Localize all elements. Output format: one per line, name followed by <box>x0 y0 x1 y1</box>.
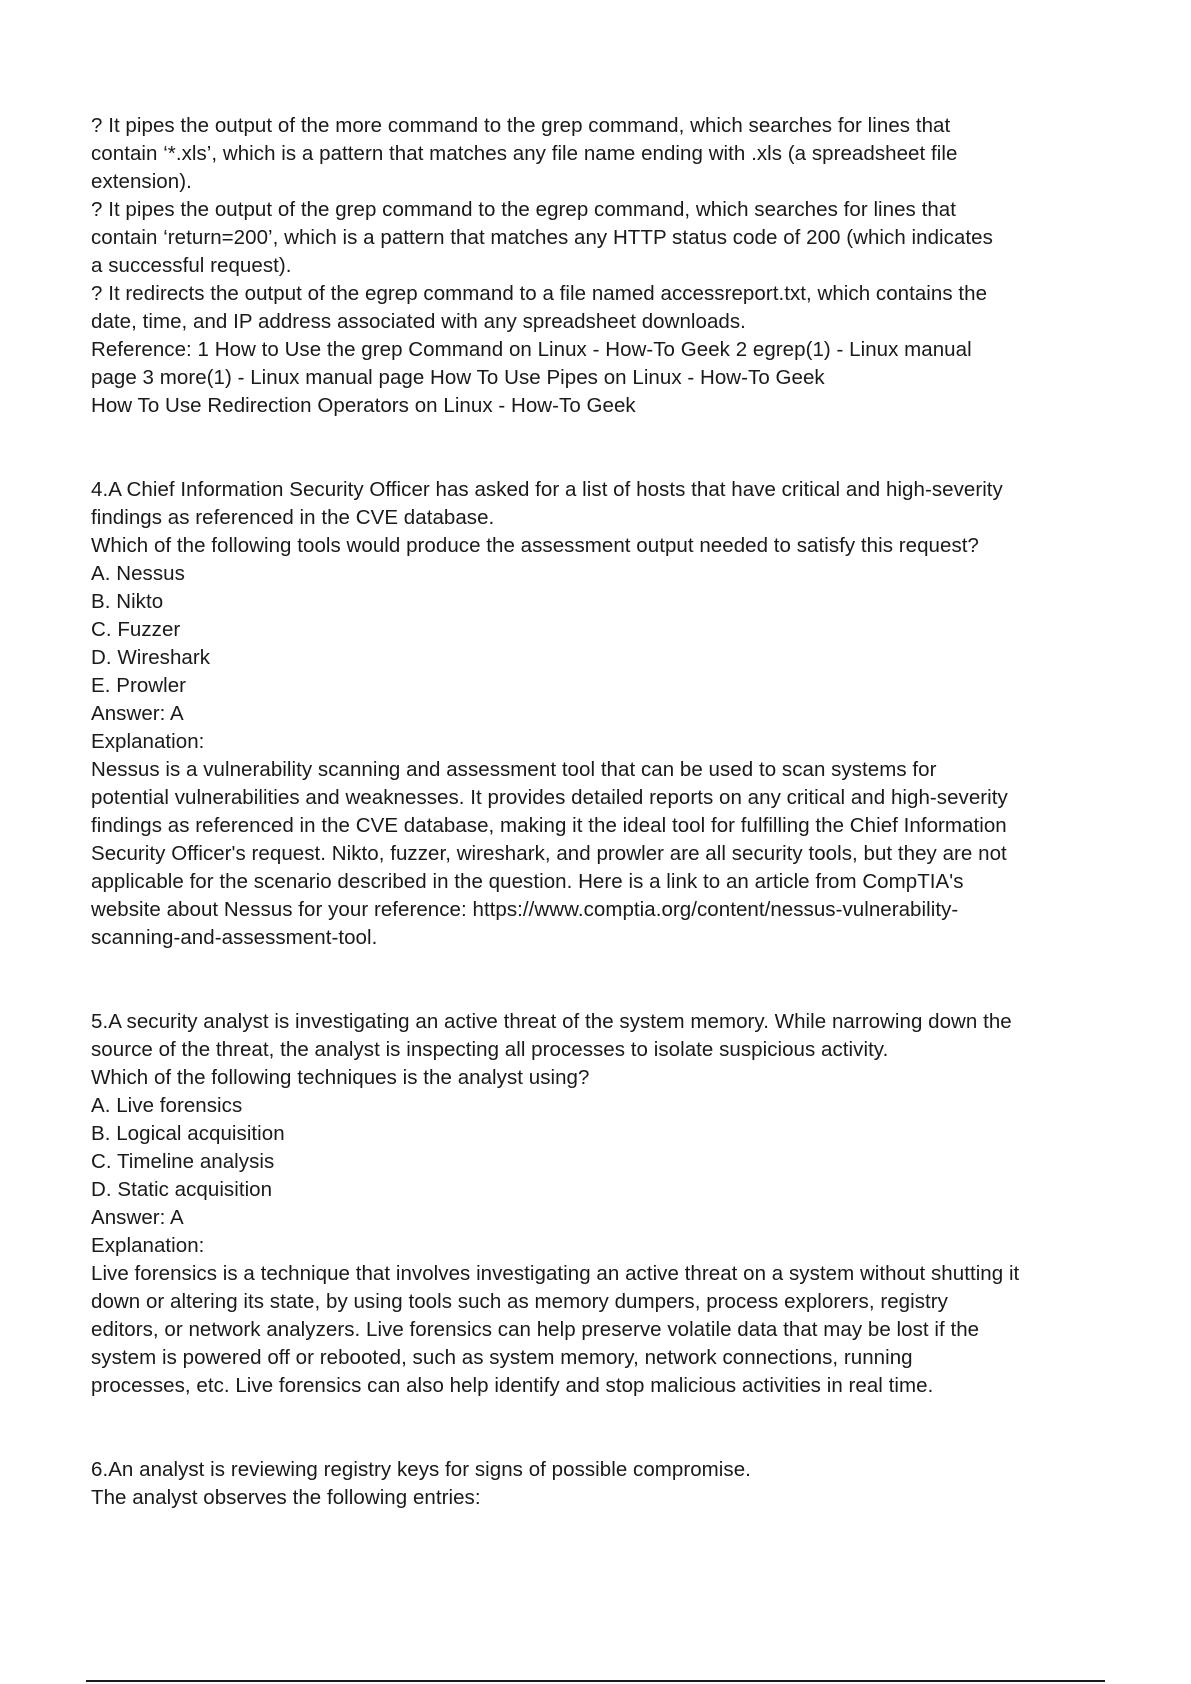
section-spacer <box>91 420 1111 476</box>
explanation-text: down or altering its state, by using tools such as memory dumpers, process explorers, registry <box>91 1290 948 1313</box>
question-5 <box>91 1008 1111 1400</box>
intro-line: extension). <box>91 170 192 193</box>
question-4 <box>91 476 1111 952</box>
explanation-text: findings as referenced in the CVE database, making it the ideal tool for fulfilling the Chief Information <box>91 814 1007 837</box>
answer-option: D. Static acquisition <box>91 1178 273 1201</box>
question-text: Which of the following tools would produce the assessment output needed to satisfy this request? <box>91 534 979 557</box>
reference-line: Reference: 1 How to Use the grep Command on Linux - How-To Geek 2 egrep(1) - Linux manual <box>91 338 972 361</box>
document-page <box>91 112 1111 1512</box>
explanation-text: system is powered off or rebooted, such as system memory, network connections, running <box>91 1346 913 1369</box>
question-text: source of the threat, the analyst is inspecting all processes to isolate suspicious activity. <box>91 1038 889 1061</box>
reference-line: page 3 more(1) - Linux manual page How To Use Pipes on Linux - How-To Geek <box>91 366 825 389</box>
question-text: Which of the following techniques is the analyst using? <box>91 1066 590 1089</box>
explanation-text: Security Officer's request. Nikto, fuzzer, wireshark, and prowler are all security tools, but they are not <box>91 842 1007 865</box>
intro-line: contain ‘*.xls’, which is a pattern that matches any file name ending with .xls (a spreadsheet file <box>91 142 958 165</box>
answer-option: D. Wireshark <box>91 646 211 669</box>
section-spacer <box>91 952 1111 1008</box>
intro-line: date, time, and IP address associated with any spreadsheet downloads. <box>91 310 746 333</box>
intro-line: ? It redirects the output of the egrep command to a file named accessreport.txt, which contains the <box>91 282 988 305</box>
answer-key: Answer: A <box>91 702 184 725</box>
question-text: findings as referenced in the CVE database. <box>91 506 495 529</box>
explanation-text: potential vulnerabilities and weaknesses. It provides detailed reports on any critical and high-severity <box>91 786 1008 809</box>
reference-line: How To Use Redirection Operators on Linux - How-To Geek <box>91 394 636 417</box>
answer-key: Answer: A <box>91 1206 184 1229</box>
question-text: 5.A security analyst is investigating an active threat of the system memory. While narrowing down the <box>91 1010 1012 1033</box>
answer-option: B. Logical acquisition <box>91 1122 285 1145</box>
intro-line: ? It pipes the output of the grep command to the egrep command, which searches for lines that <box>91 198 956 221</box>
explanation-label: Explanation: <box>91 730 205 753</box>
section-spacer <box>91 1400 1111 1456</box>
explanation-text: Live forensics is a technique that involves investigating an active threat on a system without shutting it <box>91 1262 1020 1285</box>
explanation-text: Nessus is a vulnerability scanning and assessment tool that can be used to scan systems for <box>91 758 937 781</box>
intro-section <box>91 112 1111 420</box>
explanation-label: Explanation: <box>91 1234 205 1257</box>
question-text: The analyst observes the following entries: <box>91 1486 481 1509</box>
answer-option: E. Prowler <box>91 674 187 697</box>
question-text: 6.An analyst is reviewing registry keys for signs of possible compromise. <box>91 1458 751 1481</box>
explanation-text: processes, etc. Live forensics can also help identify and stop malicious activities in real time. <box>91 1374 934 1397</box>
intro-line: contain ‘return=200’, which is a pattern that matches any HTTP status code of 200 (which indicates <box>91 226 993 249</box>
question-text: 4.A Chief Information Security Officer has asked for a list of hosts that have critical and high-severity <box>91 478 1003 501</box>
answer-option: A. Nessus <box>91 562 185 585</box>
footer-divider <box>86 1680 1105 1682</box>
answer-option: A. Live forensics <box>91 1094 243 1117</box>
explanation-text: website about Nessus for your reference: https://www.comptia.org/content/nessus-vulnerability- <box>91 898 959 921</box>
question-6 <box>91 1456 1111 1512</box>
explanation-text: applicable for the scenario described in the question. Here is a link to an article from CompTIA's <box>91 870 964 893</box>
intro-line: ? It pipes the output of the more command to the grep command, which searches for lines that <box>91 114 951 137</box>
intro-line: a successful request). <box>91 254 292 277</box>
answer-option: C. Fuzzer <box>91 618 181 641</box>
answer-option: B. Nikto <box>91 590 164 613</box>
explanation-text: scanning-and-assessment-tool. <box>91 926 378 949</box>
explanation-text: editors, or network analyzers. Live forensics can help preserve volatile data that may be lost if the <box>91 1318 980 1341</box>
answer-option: C. Timeline analysis <box>91 1150 275 1173</box>
